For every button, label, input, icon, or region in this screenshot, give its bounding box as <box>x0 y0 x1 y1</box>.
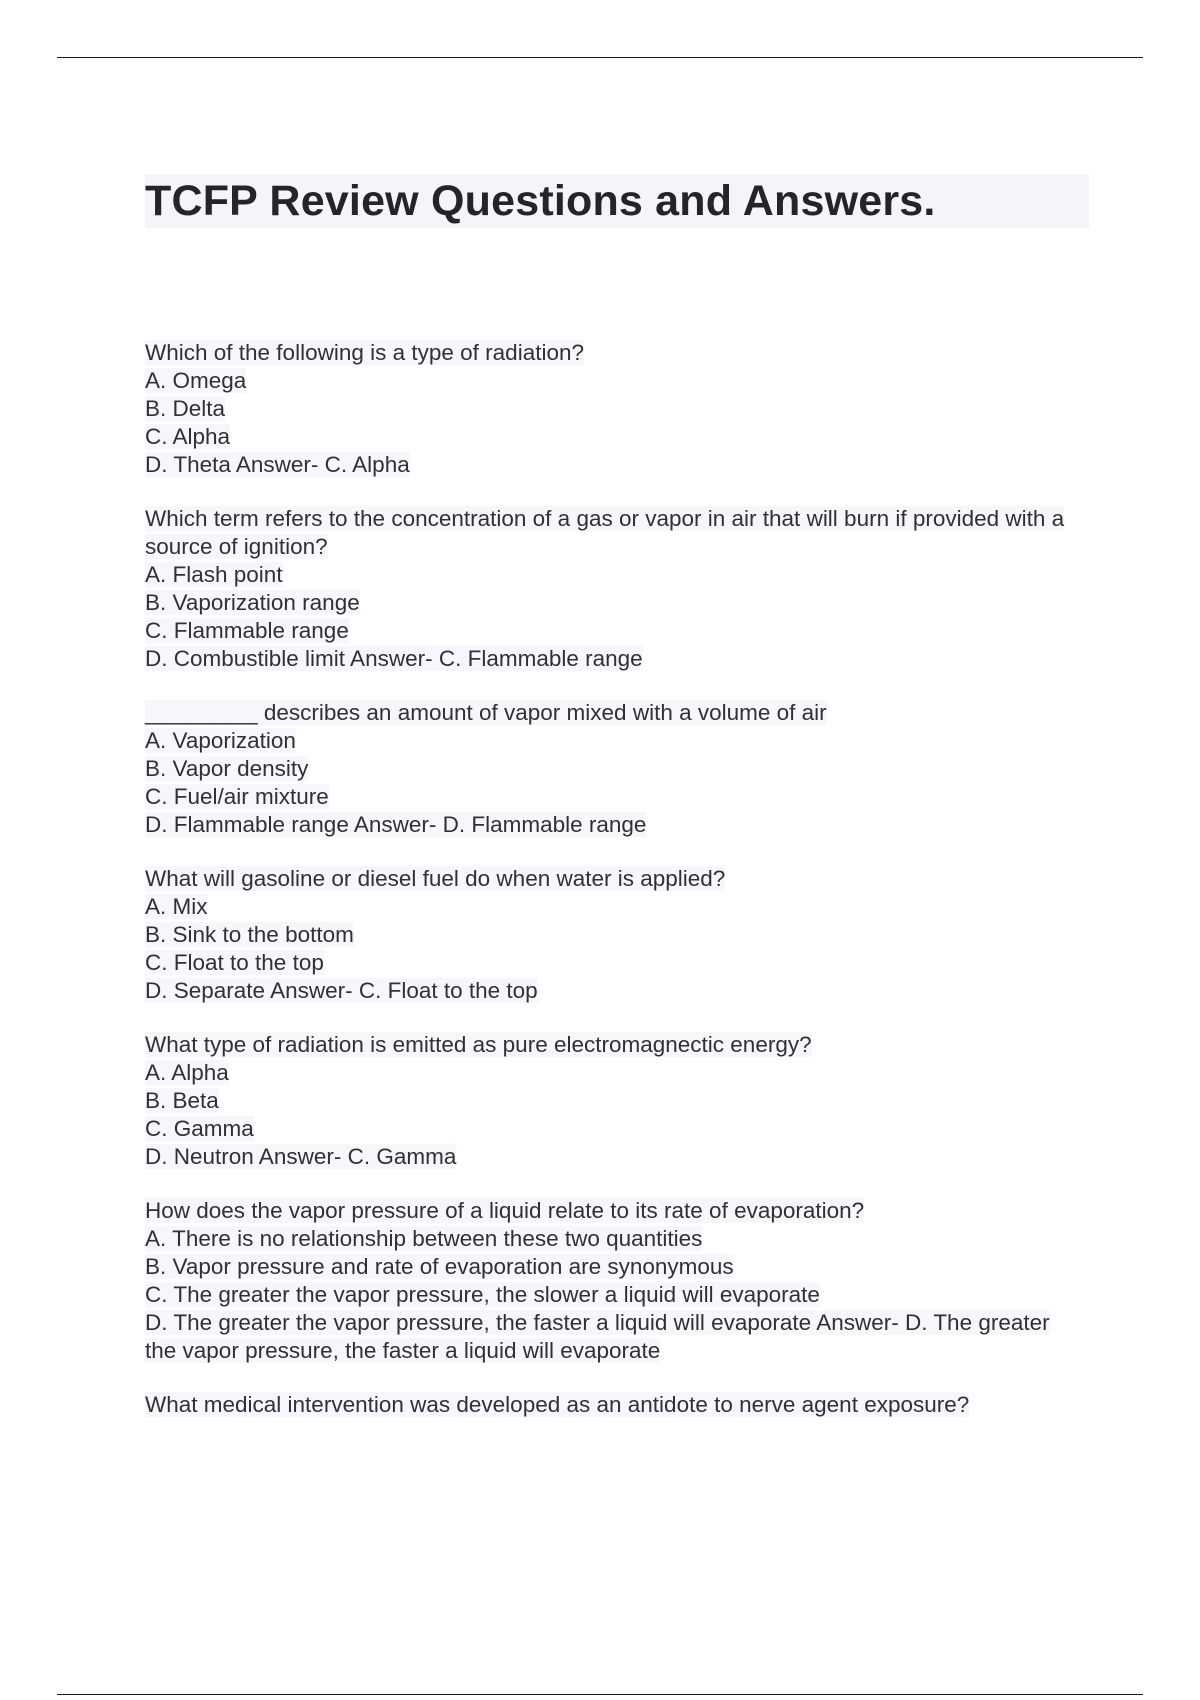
option-b: B. Vapor density <box>145 756 309 781</box>
qa-item-7 <box>145 1391 1075 1419</box>
question-text: Which of the following is a type of radiation? <box>145 340 584 365</box>
option-a: A. Mix <box>145 894 208 919</box>
qa-item-5 <box>145 1031 1075 1171</box>
option-d-answer: D. Separate Answer- C. Float to the top <box>145 978 538 1003</box>
option-a: A. Omega <box>145 368 247 393</box>
option-b: B. Vaporization range <box>145 590 360 615</box>
option-d-answer: D. Theta Answer- C. Alpha <box>145 452 410 477</box>
option-c: C. The greater the vapor pressure, the slower a liquid will evaporate <box>145 1282 820 1307</box>
question-text: What type of radiation is emitted as pure electromagnectic energy? <box>145 1032 812 1057</box>
option-b: B. Sink to the bottom <box>145 922 354 947</box>
option-a: A. Vaporization <box>145 728 296 753</box>
option-c: C. Gamma <box>145 1116 254 1141</box>
option-b: B. Beta <box>145 1088 219 1113</box>
option-b: B. Vapor pressure and rate of evaporation are synonymous <box>145 1254 734 1279</box>
option-c: C. Flammable range <box>145 618 349 643</box>
question-text: What medical intervention was developed as an antidote to nerve agent exposure? <box>145 1392 970 1417</box>
option-d-answer: D. Neutron Answer- C. Gamma <box>145 1144 457 1169</box>
question-text: What will gasoline or diesel fuel do when water is applied? <box>145 866 726 891</box>
page-title: TCFP Review Questions and Answers. <box>145 177 936 225</box>
option-c: C. Alpha <box>145 424 231 449</box>
option-a: A. Flash point <box>145 562 283 587</box>
option-d-answer: D. Combustible limit Answer- C. Flammable range <box>145 646 643 671</box>
question-text: Which term refers to the concentration of a gas or vapor in air that will burn if provided with a source of ignition? <box>145 506 1065 559</box>
option-b: B. Delta <box>145 396 226 421</box>
option-d-answer: D. Flammable range Answer- D. Flammable range <box>145 812 647 837</box>
option-a: A. Alpha <box>145 1060 229 1085</box>
qa-list <box>145 339 1075 1445</box>
question-text: How does the vapor pressure of a liquid relate to its rate of evaporation? <box>145 1198 865 1223</box>
qa-item-3 <box>145 699 1075 839</box>
question-text: _________ describes an amount of vapor mixed with a volume of air <box>145 700 827 725</box>
qa-item-1 <box>145 339 1075 479</box>
option-a: A. There is no relationship between these two quantities <box>145 1226 703 1251</box>
footer-rule <box>57 1694 1143 1695</box>
qa-item-6 <box>145 1197 1075 1365</box>
qa-item-2 <box>145 505 1075 673</box>
option-c: C. Float to the top <box>145 950 324 975</box>
option-c: C. Fuel/air mixture <box>145 784 329 809</box>
title-block <box>145 174 1089 228</box>
option-d-answer: D. The greater the vapor pressure, the faster a liquid will evaporate Answer- D. The greater the vapor pressure, the faster a liquid will evaporate <box>145 1310 1050 1363</box>
qa-item-4 <box>145 865 1075 1005</box>
header-rule <box>57 57 1143 58</box>
